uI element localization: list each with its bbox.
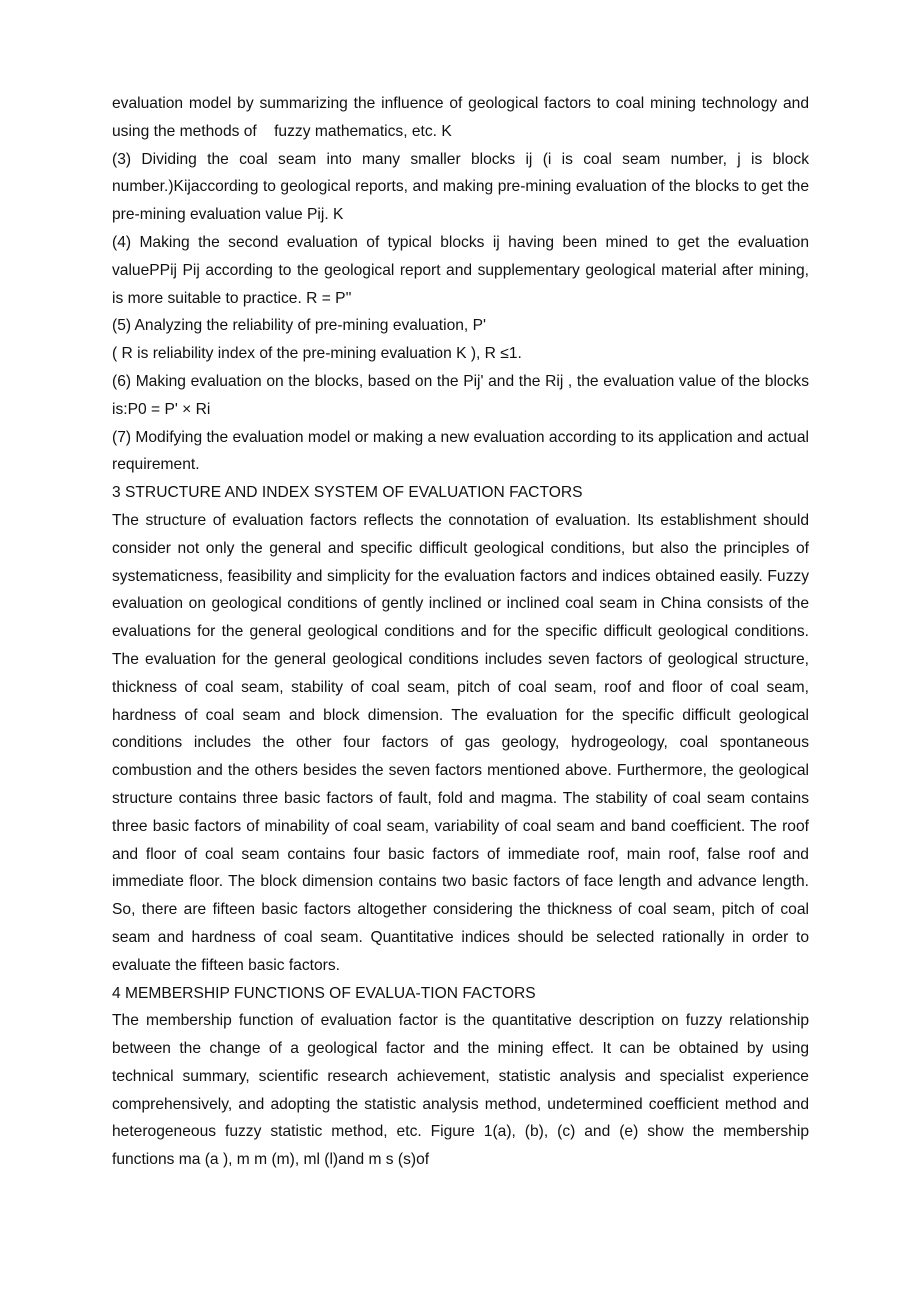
paragraph-step-5: (5) Analyzing the reliability of pre-mining evaluation, P' [112, 317, 486, 335]
paragraph-reliability-index: ( R is reliability index of the pre-mining evaluation K ), R ≤1. [112, 345, 522, 363]
paragraph-step-6: (6) Making evaluation on the blocks, based on the Pij' and the Rij , the evaluation value of the blocks is:P0 = P' × Ri [112, 372, 809, 418]
paragraph-step-4: (4) Making the second evaluation of typical blocks ij having been mined to get the evaluation valuePPij Pij according to the geological report and supplementary geological material after mining, is more suitable to practice. R = P'' [112, 233, 809, 307]
section-4-body: The membership function of evaluation factor is the quantitative description on fuzzy relationship between the change of a geological factor and the mining effect. It can be obtained by using technical summary, scientific research achievement, statistic analysis and specialist experience comprehensively, and adopting the statistic analysis method, undetermined coefficient method and heterogeneous fuzzy statistic method, etc. Figure 1(a), (b), (c) and (e) show the membership functions ma (a ), m m (m), ml (l)and m s (s)of [112, 1012, 809, 1169]
section-4-heading: 4 MEMBERSHIP FUNCTIONS OF EVALUA-TION FACTORS [112, 984, 536, 1002]
document-page [112, 90, 809, 1174]
paragraph-evaluation-model: evaluation model by summarizing the influence of geological factors to coal mining technology and using the methods of fuzzy mathematics, etc. K [112, 95, 809, 140]
section-3-body: The structure of evaluation factors reflects the connotation of evaluation. Its establishment should consider not only the general and specific difficult geological conditions, but also the principles of systematicness, feasibility and simplicity for the evaluation factors and indices obtained easily. Fuzzy evaluation on geological conditions of gently inclined or inclined coal seam in China consists of the evaluations for the general geological conditions and for the specific difficult geological conditions. The evaluation for the general geological conditions includes seven factors of geological structure, thickness of coal seam, stability of coal seam, pitch of coal seam, roof and floor of coal seam, hardness of coal seam and block dimension. The evaluation for the specific difficult geological conditions includes the other four factors of gas geology, hydrogeology, coal spontaneous combustion and the others besides the seven factors mentioned above. Furthermore, the geological structure contains three basic factors of fault, fold and magma. The stability of coal seam contains three basic factors of minability of coal seam, variability of coal seam and band coefficient. The roof and floor of coal seam contains four basic factors of immediate roof, main roof, false roof and immediate floor. The block dimension contains two basic factors of face length and advance length. So, there are fifteen basic factors altogether considering the thickness of coal seam, pitch of coal seam and hardness of coal seam. Quantitative indices should be selected rationally in order to evaluate the fifteen basic factors. [112, 511, 809, 974]
section-3-heading: 3 STRUCTURE AND INDEX SYSTEM OF EVALUATION FACTORS [112, 484, 583, 502]
paragraph-step-7: (7) Modifying the evaluation model or making a new evaluation according to its application and actual requirement. [112, 428, 809, 474]
paragraph-step-3: (3) Dividing the coal seam into many smaller blocks ij (i is coal seam number, j is block number.)Kijaccording to geological reports, and making pre-mining evaluation of the blocks to get the pre-mining evaluation value Pij. K [112, 150, 809, 224]
